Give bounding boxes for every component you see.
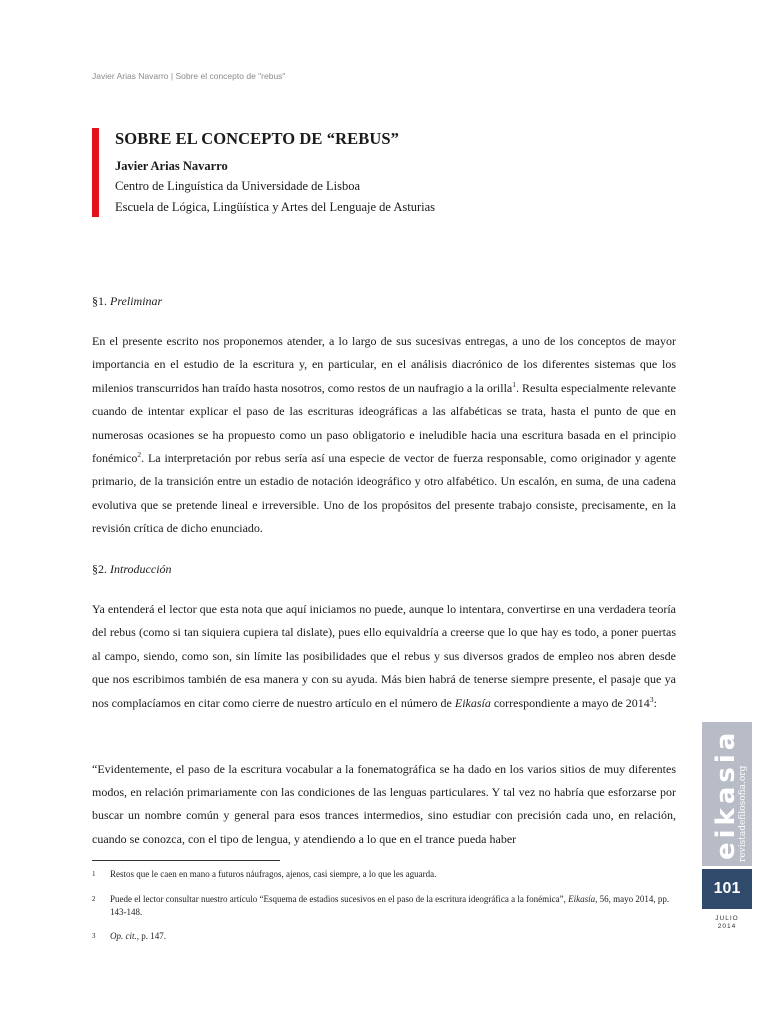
text-run: . Resulta especialmente relevante cuando de intentar explicar el paso de las escrituras ideográficas a las alfabéticas se trata, hasta el punto de que en numerosas ocasiones se ha propuesto como un paso obligatorio e ineludible hacia una escritura basada en el principio fonémico: [92, 380, 676, 466]
footnote-ref-1: 1: [512, 379, 516, 389]
citation-abbrev: Op. cit.: [110, 931, 137, 941]
footnote-number: 1: [92, 870, 96, 878]
affiliation-1: Centro de Linguística da Universidade de Lisboa: [115, 179, 361, 193]
journal-name: Eikasía: [454, 695, 491, 710]
text-run: , p. 147.: [136, 931, 166, 941]
footnote-ref-2: 2: [137, 450, 142, 460]
affiliation-2: Escuela de Lógica, Lingüística y Artes del Lenguaje de Asturias: [115, 200, 436, 214]
eikasia-logo: eikasia: [711, 728, 741, 860]
footnote-text: [110, 893, 680, 919]
paragraph-2: [92, 598, 676, 715]
text-run: , 56, mayo 2014, pp. 143-148.: [110, 894, 670, 917]
article-title: SOBRE EL CONCEPTO DE “REBUS”: [115, 129, 399, 148]
section-title: Introducción: [110, 562, 172, 576]
page-number: 101: [702, 869, 752, 909]
footnote-ref-3: 3: [649, 694, 654, 704]
footnote-text: Restos que le caen en mano a futuros náufragos, ajenos, casi siempre, a lo que les aguarda.: [110, 869, 437, 879]
text-run: :: [653, 695, 657, 710]
journal-url: revistadefilosofia.org: [738, 765, 748, 862]
block-quote: “Evidentemente, el paso de la escritura vocabular a la fonematográfica se ha dado en los varios sitios de muy diferentes modos, en relación primariamente con las condiciones de las lenguas particulares. Y tal vez no habría que esforzarse por buscar un nombre común y general para esos trances intermedios, sino estudiar con precisión cada uno, en relación, cuando se conozca, con el tipo de lengua, y atendiendo a lo que en el trance pueda haber: [92, 762, 676, 846]
text-run: correspondiente a mayo de 2014: [490, 695, 650, 710]
issue-month: JULIO: [715, 915, 739, 922]
text-run: Ya entenderá el lector que esta nota que aquí iniciamos no puede, aunque lo intentara, convertirse en una verdadera teoría del rebus (como si tan siquiera cupiera tal dislate), pues ello equivaldría a creerse que lo que hay es todo, a poner puertas al campo, siendo, como son, sin límite las posibilidades que el rebus y sus diversos grados de empleo nos abren desde que nos escribimos también de esa manera y con su ayuda. Más bien habrá de tenerse siempre presente, el pasaje que ya nos complacíamos en citar como cierre de nuestro artículo en el número de: [92, 602, 676, 710]
running-head: Javier Arias Navarro | Sobre el concepto de "rebus": [92, 71, 286, 81]
footnote-3: [92, 930, 682, 943]
section-number: §1.: [92, 294, 107, 308]
text-run: . La interpretación por rebus sería así una especie de vector de fuerza responsable, como originador y agente primario, de la transición entre un estadio de notación ideográfico y otro alfabético. Un escalón, en suma, de una cadena evolutiva que se pretende lineal e irreversible. Uno de los propósitos del presente trabajo consiste, precisamente, en la revisión crítica de dicho enunciado.: [92, 451, 676, 536]
footnote-2: [92, 893, 682, 919]
section-heading-2: [92, 562, 172, 577]
section-title: Preliminar: [110, 294, 163, 308]
title-block: [92, 128, 668, 217]
eikasia-logo-band: [702, 722, 752, 866]
author-name: Javier Arias Navarro: [115, 159, 228, 173]
footnote-1: [92, 868, 682, 881]
text-run: En el presente escrito nos proponemos atender, a lo largo de sus sucesivas entregas, a uno de los conceptos de mayor importancia en el estudio de la escritura y, en particular, en el análisis diacrónico de los diferentes sistemas que los milenios transcurridos han traído hasta nosotros, como restos de un naufragio a la orilla: [92, 334, 676, 395]
text-run: Puede el lector consultar nuestro artículo “Esquema de estadios sucesivos en el paso de la escritura ideográfica a la fonémica”,: [110, 894, 569, 904]
issue-year: 2014: [717, 923, 737, 930]
journal-name: Eikasía: [568, 894, 596, 904]
paragraph-1: [92, 330, 676, 541]
footnote-text: [110, 930, 680, 943]
footnote-number: 3: [92, 932, 96, 940]
footnote-number: 2: [92, 895, 96, 903]
footnote-divider: [92, 860, 280, 861]
section-heading-1: [92, 294, 162, 309]
section-number: §2.: [92, 562, 107, 576]
